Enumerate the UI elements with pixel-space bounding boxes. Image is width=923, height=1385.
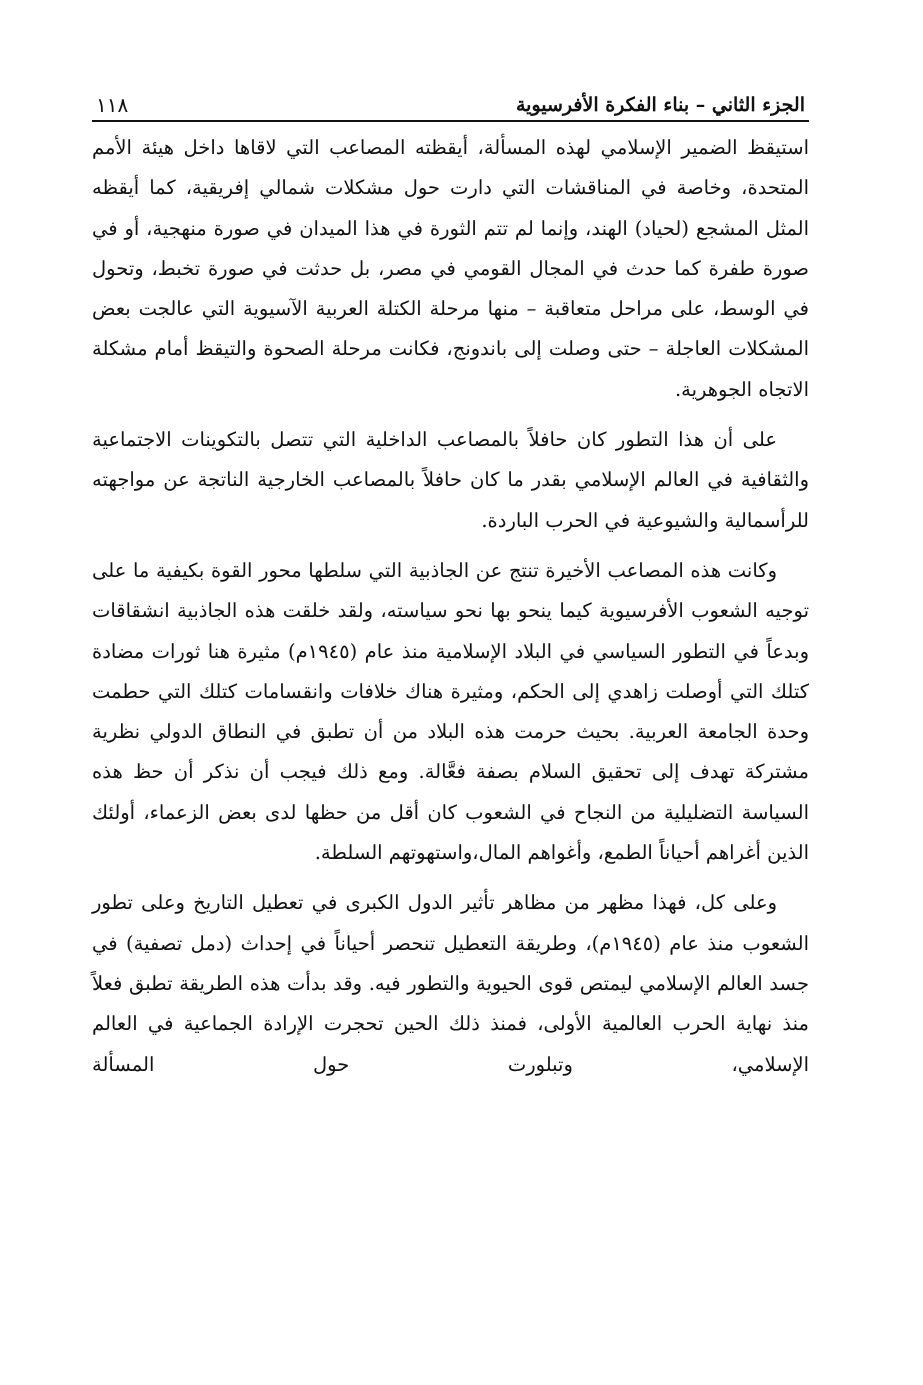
- paragraph-3: وكانت هذه المصاعب الأخيرة تنتج عن الجاذبية التي سلطها محور القوة بكيفية ما على توجيه الشعوب الأفرسيوية كيما ينحو بها نحو سياسته، ولقد خلقت هذه الجاذبية انشقاقات وبدعاً في التطور السياسي في البلاد الإسلامية منذ عام (١٩٤٥م) مثيرة هنا ثورات مضادة كتلك التي أوصلت زاهدي إلى الحكم، ومثيرة هناك خلافات وانقسامات كتلك التي حطمت وحدة الجامعة العربية. بحيث حرمت هذه البلاد من أن تطبق في النطاق الدولي نظرية مشتركة تهدف إلى تحقيق السلام بصفة فعَّالة. ومع ذلك فيجب أن نذكر أن حظ هذه السياسة التضليلية من النجاح في الشعوب كان أقل من حظها لدى بعض الزعماء، أولئك الذين أغراهم أحياناً الطمع، وأغواهم المال،واستهوتهم السلطة.: [92, 558, 809, 865]
- paragraph-4: وعلى كل، فهذا مظهر من مظاهر تأثير الدول الكبرى في تعطيل التاريخ وعلى تطور الشعوب منذ عام (١٩٤٥م)، وطريقة التعطيل تنحصر أحياناً في إحداث (دمل تصفية) في جسد العالم الإسلامي ليمتص قوى الحيوية والتطور فيه. وقد بدأت هذه الطريقة تطبق فعلاً منذ نهاية الحرب العالمية الأولى، فمنذ ذلك الحين تحجرت الإرادة الجماعية في العالم الإسلامي، وتبلورت حول المسألة: [92, 891, 809, 1076]
- body-text: [92, 128, 809, 1085]
- book-page: [92, 86, 809, 1095]
- page-number: ١١٨: [96, 93, 129, 117]
- running-title: الجزء الثاني – بناء الفكرة الأفرسيوية: [515, 94, 805, 116]
- paragraph-2: على أن هذا التطور كان حافلاً بالمصاعب الداخلية التي تتصل بالتكوينات الاجتماعية والثقافية في العالم الإسلامي بقدر ما كان حافلاً بالمصاعب الخارجية الناتجة عن مواجهته للرأسمالية والشيوعية في الحرب الباردة.: [92, 428, 809, 532]
- paragraph-1: استيقظ الضمير الإسلامي لهذه المسألة، أيقظته المصاعب التي لاقاها داخل هيئة الأمم المتحدة، وخاصة في المناقشات التي دارت حول مشكلات شمالي إفريقية، كما أيقظه المثل المشجع (لحياد) الهند، وإنما لم تتم الثورة في هذا الميدان في صورة منهجية، أو في صورة طفرة كما حدث في المجال القومي في مصر، بل حدثت في صورة تخبط، وتحول في الوسط، على مراحل متعاقبة – منها مرحلة الكتلة العربية الآسيوية التي عالجت بعض المشكلات العاجلة – حتى وصلت إلى باندونج، فكانت مرحلة الصحوة والتيقظ أمام مشكلة الاتجاه الجوهرية.: [92, 136, 809, 401]
- running-header: [92, 86, 809, 122]
